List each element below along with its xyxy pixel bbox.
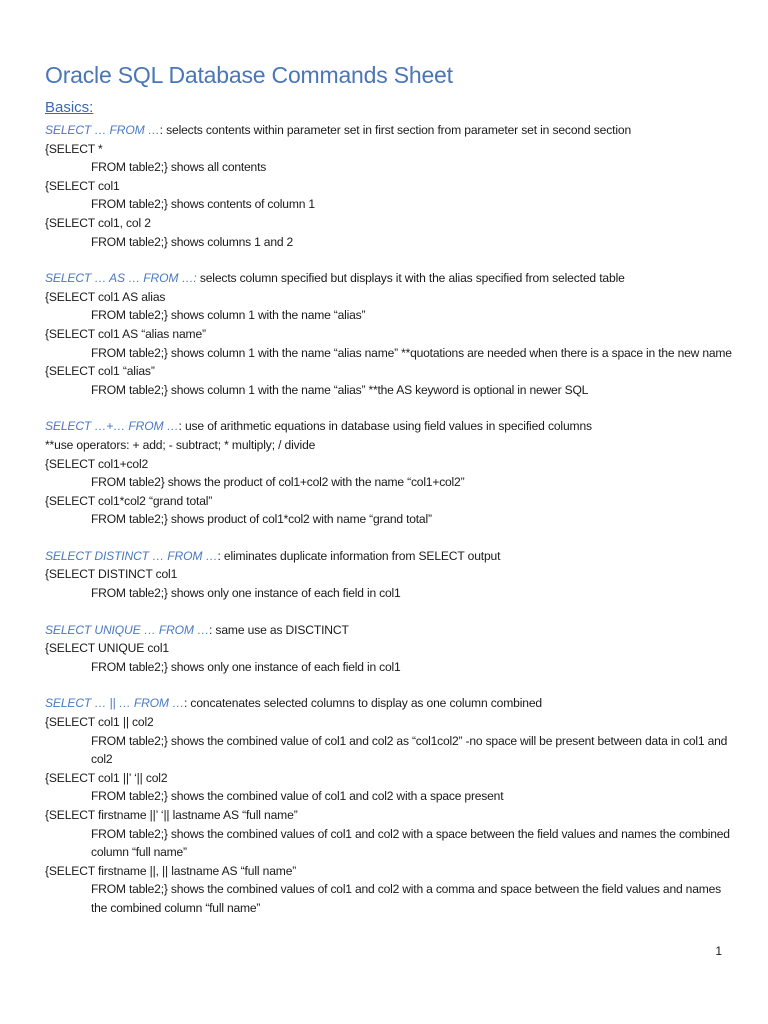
- command-block: [45, 694, 735, 917]
- document-title: Oracle SQL Database Commands Sheet: [45, 62, 453, 88]
- example-code: **use operators: + add; - subtract; * multiply; / divide: [45, 437, 316, 452]
- command-description: : same use as DISCTINCT: [209, 622, 349, 637]
- command-syntax: SELECT UNIQUE … FROM …: [45, 622, 210, 637]
- section-heading-basics: Basics:: [45, 99, 94, 116]
- command-heading: [45, 269, 735, 288]
- command-heading: [45, 694, 735, 713]
- example-code: {SELECT firstname ||, || lastname AS “full name”: [45, 863, 297, 878]
- example-explanation: FROM table2;} shows columns 1 and 2: [91, 234, 294, 249]
- example-explanation: FROM table2;} shows column 1 with the name “alias”: [91, 308, 366, 323]
- example-code: {SELECT col1 “alias”: [45, 364, 155, 379]
- command-block: [45, 269, 735, 399]
- example-explanation: FROM table2;} shows the combined values of col1 and col2 with a space between the field values and names the combined column “full name”: [91, 826, 730, 860]
- example-code: {SELECT col1 ||’ ‘|| col2: [45, 770, 168, 785]
- example-code: {SELECT col1+col2: [45, 456, 149, 471]
- example-code: {SELECT col1 AS “alias name”: [45, 326, 206, 341]
- command-heading: [45, 121, 735, 140]
- page-number: 1: [715, 944, 722, 958]
- example-explanation: FROM table2;} shows only one instance of each field in col1: [91, 659, 401, 674]
- example-code: {SELECT col1, col 2: [45, 215, 151, 230]
- command-syntax: SELECT DISTINCT … FROM …: [45, 548, 218, 563]
- example-code: {SELECT UNIQUE col1: [45, 641, 169, 656]
- command-block: [45, 417, 735, 529]
- command-description: selects column specified but displays it with the alias specified from selected table: [196, 271, 625, 286]
- example-code: {SELECT DISTINCT col1: [45, 567, 178, 582]
- example-explanation: FROM table2;} shows column 1 with the name “alias” **the AS keyword is optional in newer SQL: [91, 382, 589, 397]
- command-description: : eliminates duplicate information from SELECT output: [217, 548, 501, 563]
- example-explanation: FROM table2;} shows column 1 with the name “alias name” **quotations are needed when there is a space in the new name: [91, 345, 732, 360]
- command-description: : selects contents within parameter set in first section from parameter set in second section: [159, 123, 632, 137]
- example-code: {SELECT *: [45, 141, 103, 156]
- command-syntax: SELECT … AS … FROM …:: [45, 271, 197, 286]
- command-heading: [45, 417, 735, 436]
- example-code: {SELECT col1 || col2: [45, 715, 154, 730]
- command-syntax: SELECT … || … FROM …: [45, 696, 185, 711]
- example-explanation: FROM table2;} shows all contents: [91, 160, 267, 175]
- example-explanation: FROM table2;} shows the combined values of col1 and col2 with a comma and space between the field values and names the combined column “full name”: [91, 882, 721, 915]
- example-explanation: FROM table2;} shows the combined value of col1 and col2 with a space present: [91, 789, 504, 804]
- command-heading: [45, 621, 735, 640]
- example-explanation: FROM table2;} shows the combined value of col1 and col2 as “col1col2” -no space will be present between data in col1 and col2: [91, 733, 728, 767]
- example-explanation: FROM table2;} shows only one instance of each field in col1: [91, 586, 401, 601]
- example-code: {SELECT col1: [45, 178, 120, 193]
- example-explanation: FROM table2} shows the product of col1+col2 with the name “col1+col2”: [91, 475, 465, 490]
- command-description: : use of arithmetic equations in database using field values in specified columns: [178, 419, 592, 434]
- example-code: {SELECT firstname ||’ ‘|| lastname AS “full name”: [45, 808, 298, 822]
- command-description: : concatenates selected columns to display as one column combined: [184, 696, 542, 711]
- command-heading: [45, 547, 735, 566]
- command-block: [45, 547, 735, 603]
- command-syntax: SELECT …+… FROM …: [45, 419, 179, 434]
- commands-content: [45, 121, 735, 918]
- example-code: {SELECT col1 AS alias: [45, 289, 166, 304]
- example-explanation: FROM table2;} shows product of col1*col2 with name “grand total”: [91, 512, 432, 527]
- command-block: [45, 121, 735, 251]
- example-code: {SELECT col1*col2 “grand total”: [45, 493, 213, 508]
- example-explanation: FROM table2;} shows contents of column 1: [91, 197, 315, 212]
- command-block: [45, 621, 735, 677]
- command-syntax: SELECT … FROM …: [45, 123, 160, 137]
